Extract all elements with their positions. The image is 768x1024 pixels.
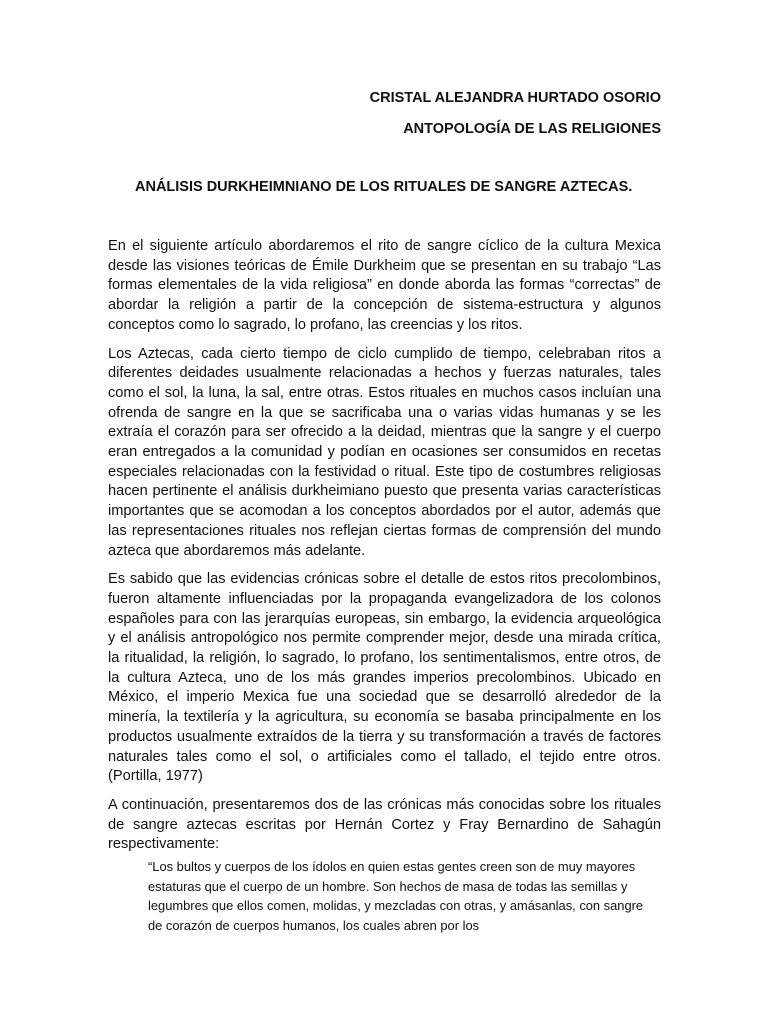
document-body [108, 237, 661, 864]
paragraph: Los Aztecas, cada cierto tiempo de ciclo cumplido de tiempo, celebraban ritos a diferentes deidades usualmente relacionadas a hechos y fuerzas naturales, tales como el sol, la luna, la sal, entre otras. Estos rituales en muchos casos incluían una ofrenda de sangre en la que se sacrificaba una o varias vidas humanas y se les extraía el corazón para ser ofrecido a la deidad, mientras que la sangre y el cuerpo eran entregados a la comunidad y podían en ocasiones ser consumidos en recetas especiales relacionadas con la festividad o ritual. Este tipo de costumbres religiosas hacen pertinente el análisis durkheimiano puesto que presenta varias características importantes que se acomodan a los conceptos abordados por el autor, además que las representaciones rituales nos reflejan ciertas formas de comprensión del mundo azteca que abordaremos más adelante. [108, 345, 661, 559]
document-title: ANÁLISIS DURKHEIMNIANO DE LOS RITUALES DE SANGRE AZTECAS. [135, 179, 633, 195]
paragraph: A continuación, presentaremos dos de las crónicas más conocidas sobre los rituales de sangre aztecas escritas por Hernán Cortez y Fray Bernardino de Sahagún respectivamente: [108, 796, 661, 853]
paragraph: Es sabido que las evidencias crónicas sobre el detalle de estos ritos precolombinos, fueron altamente influenciadas por la propaganda evangelizadora de los colonos españoles para con las jerarquías europeas, sin embargo, la evidencia arqueológica y el análisis antropológico nos permite comprender mejor, desde una mirada crítica, la ritualidad, la religión, lo sagrado, lo profano, los sentimentalismos, entre otros, de la cultura Azteca, uno de los más grandes imperios precolombinos. Ubicado en México, el imperio Mexica fue una sociedad que se desarrolló alrededor de la minería, la textilería y la agricultura, su economía se basaba principalmente en los productos usualmente extraídos de la tierra y su transformación a través de factores naturales tales como el sol, o artificiales como el tallado, el tejido entre otros. (Portilla, 1977) [108, 571, 661, 785]
author-name: CRISTAL ALEJANDRA HURTADO OSORIO [369, 90, 661, 106]
course-name: ANTOPOLOGÍA DE LAS RELIGIONES [403, 121, 661, 137]
paragraph: En el siguiente artículo abordaremos el rito de sangre cíclico de la cultura Mexica desde las visiones teóricas de Émile Durkheim que se presentan en su trabajo “Las formas elementales de la vida religiosa” en donde aborda las formas “correctas” de abordar la religión a partir de la concepción de sistema-estructura y algunos conceptos como lo sagrado, lo profano, las creencias y los ritos. [108, 238, 661, 333]
block-quote: “Los bultos y cuerpos de los ídolos en quien estas gentes creen son de muy mayores estaturas que el cuerpo de un hombre. Son hechos de masa de todas las semillas y legumbres que ellos comen, molidas, y mezcladas con otras, y amásanlas, con sangre de corazón de cuerpos humanos, los cuales abren por los [148, 859, 644, 933]
